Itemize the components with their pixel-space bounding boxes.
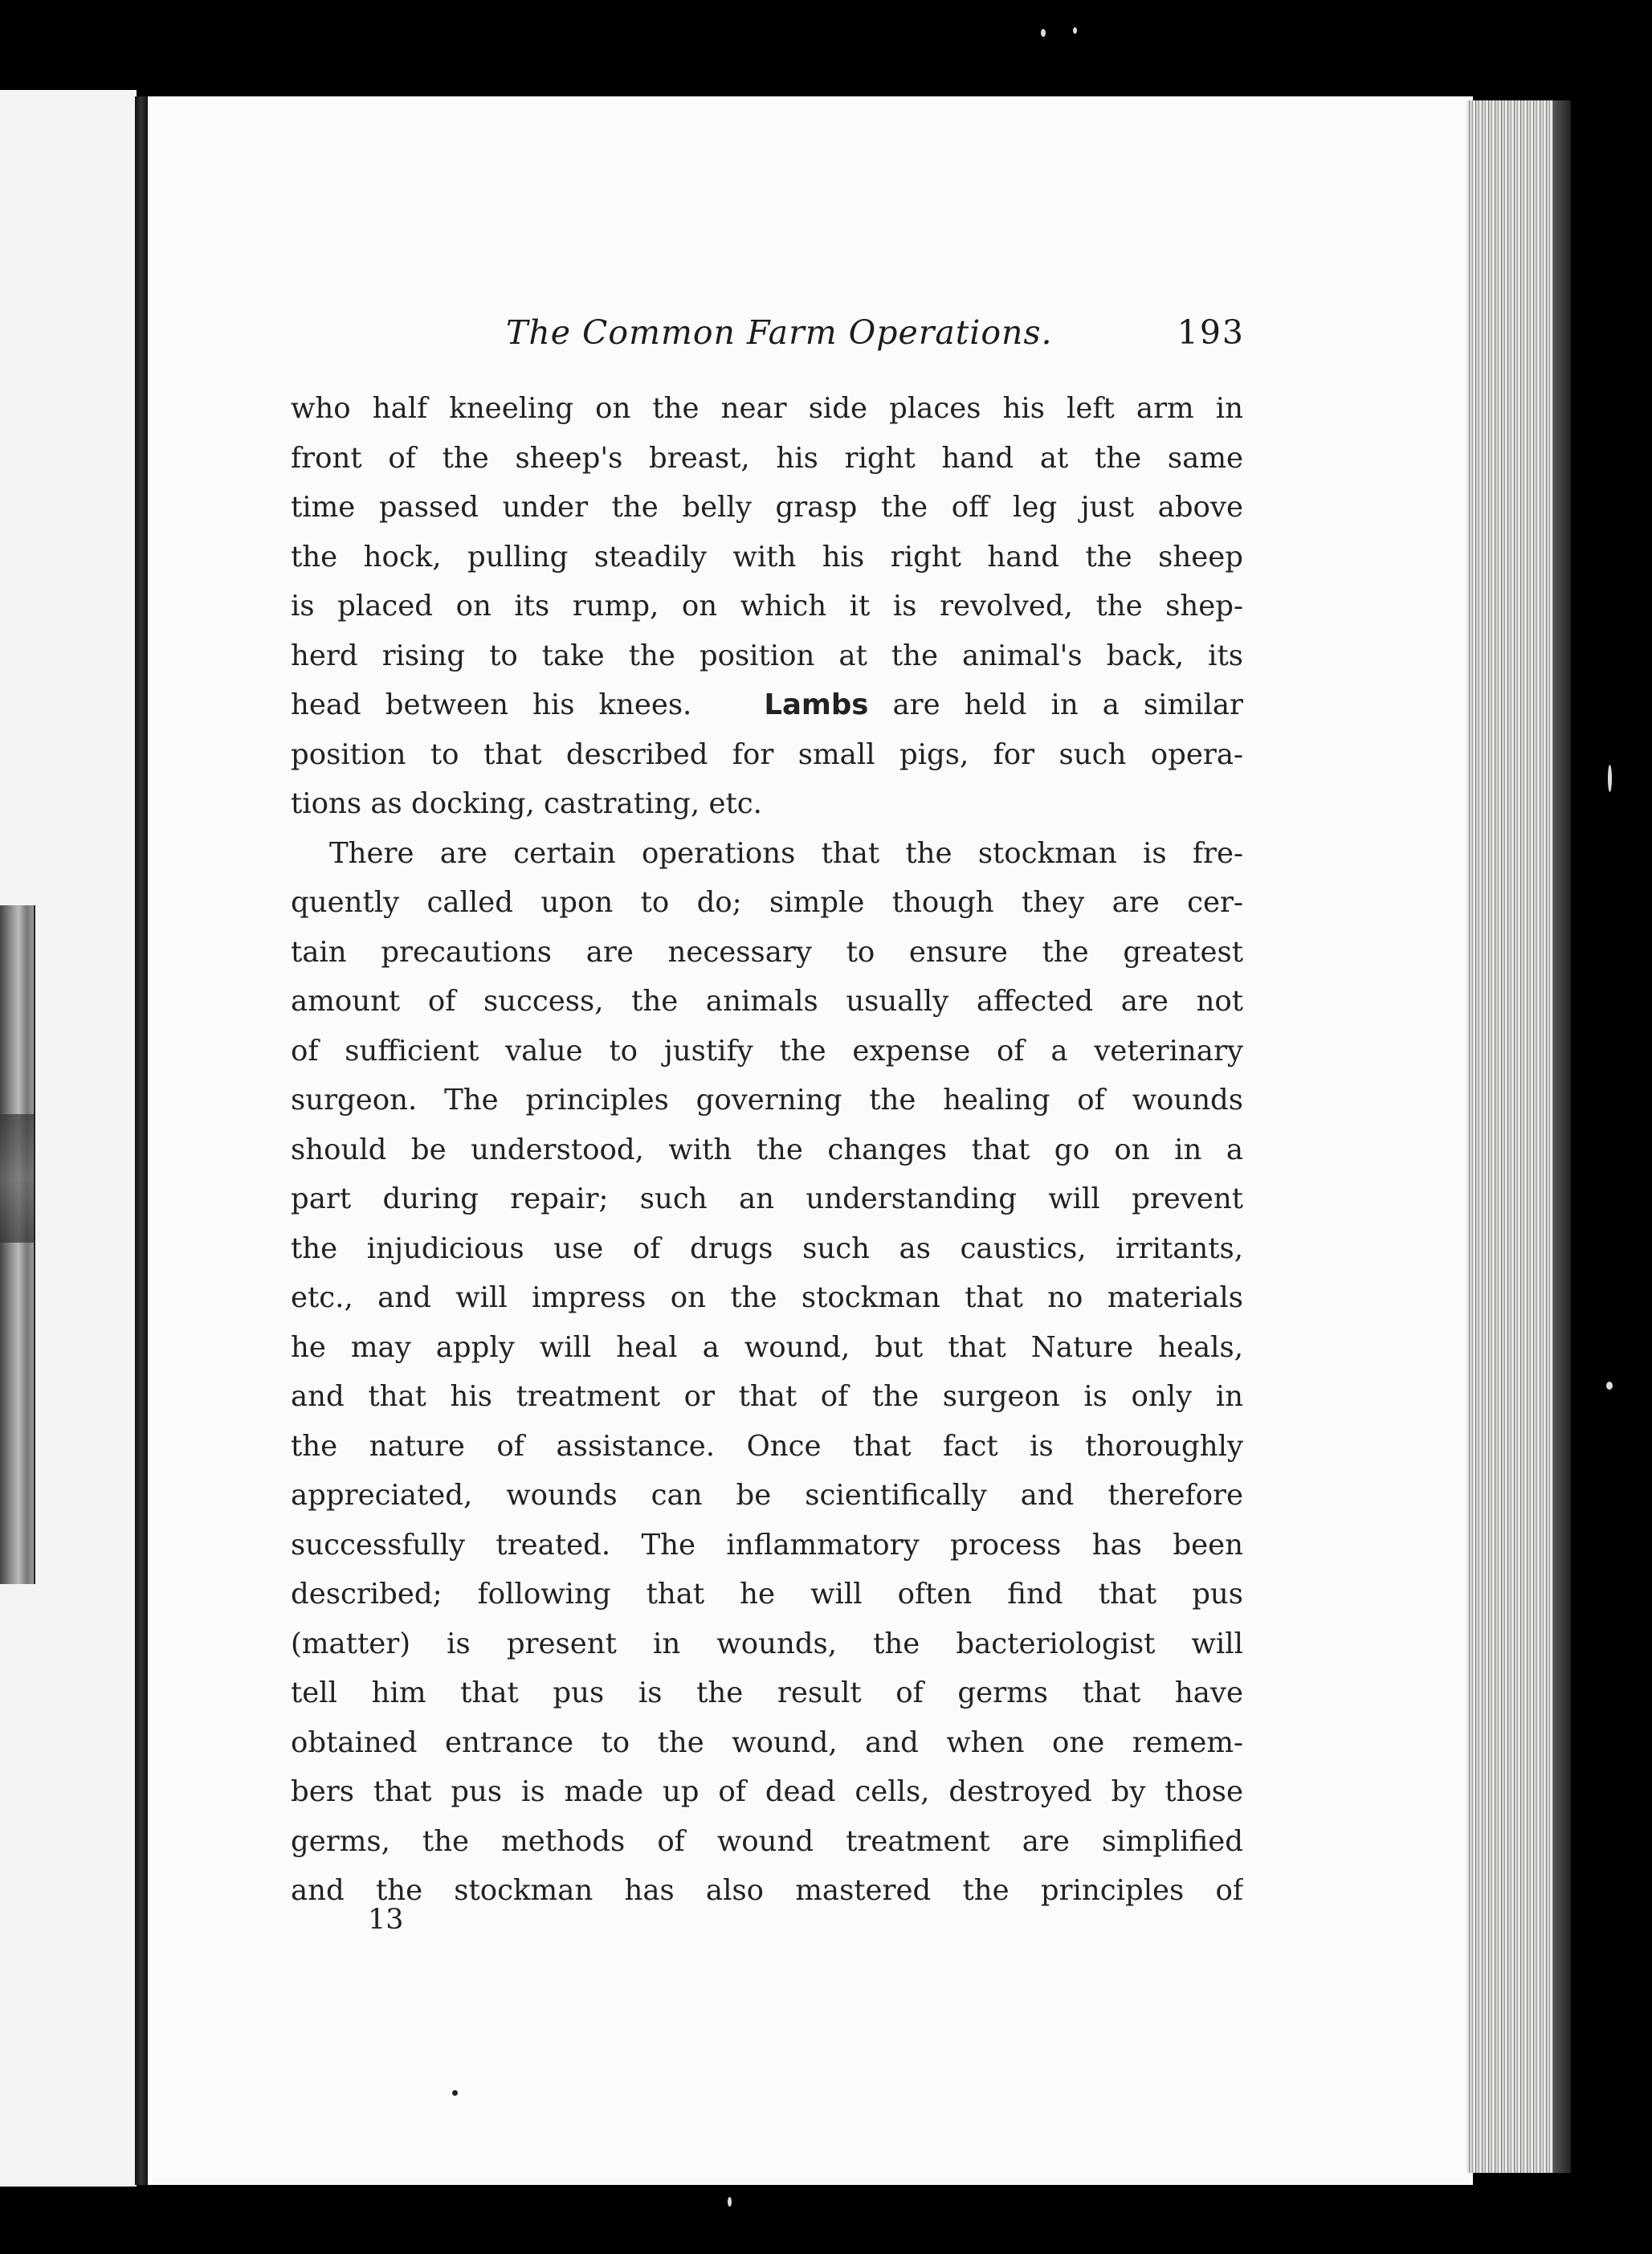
running-head xyxy=(506,313,1245,352)
previous-page-photograph xyxy=(0,905,35,1584)
text-line: part during repair; such an understanding will prevent xyxy=(291,1182,1243,1215)
text-line: the hock, pulling steadily with his right hand the sheep xyxy=(291,540,1243,574)
text-line: There are certain operations that the stockman is fre- xyxy=(329,836,1243,870)
text-line: bers that pus is made up of dead cells, destroyed by those xyxy=(291,1775,1243,1808)
text-line: the injudicious use of drugs such as caustics, irritants, xyxy=(291,1231,1243,1265)
text-line: successfully treated. The inflammatory process has been xyxy=(291,1528,1243,1562)
text-line: of sufficient value to justify the expense of a veterinary xyxy=(291,1034,1243,1068)
dust-speck xyxy=(452,2090,458,2096)
page-number: 193 xyxy=(1177,313,1245,352)
text-line: he may apply will heal a wound, but that Nature heals, xyxy=(291,1330,1243,1364)
book-gutter xyxy=(135,96,148,2185)
text-line: described; following that he will often find that pus xyxy=(291,1578,1243,1611)
text-line: obtained entrance to the wound, and when one remem- xyxy=(291,1725,1243,1759)
text-line: germs, the methods of wound treatment are simplified xyxy=(291,1824,1243,1858)
text-line: etc., and will impress on the stockman that no materials xyxy=(291,1281,1243,1314)
text-line: front of the sheep's breast, his right hand at the same xyxy=(291,441,1243,475)
text-line: the nature of assistance. Once that fact is thoroughly xyxy=(291,1429,1243,1463)
dust-speck xyxy=(1041,29,1046,37)
text-line: who half kneeling on the near side places his left arm in xyxy=(291,392,1243,425)
text-line: should be understood, with the changes that go on in a xyxy=(291,1133,1243,1166)
text-line: position to that described for small pigs, for such opera- xyxy=(291,737,1243,771)
text-line: amount of success, the animals usually affected are not xyxy=(291,985,1243,1018)
signature-mark: 13 xyxy=(368,1904,404,1936)
text-line: tain precautions are necessary to ensure the greatest xyxy=(291,935,1243,969)
dust-speck xyxy=(1608,765,1612,792)
text-line: surgeon. The principles governing the healing of wounds xyxy=(291,1084,1243,1117)
text-line: herd rising to take the position at the animal's back, its xyxy=(291,639,1243,672)
text-line: time passed under the belly grasp the off leg just above xyxy=(291,491,1243,524)
text-line: and that his treatment or that of the surgeon is only in xyxy=(291,1380,1243,1413)
text-line: tell him that pus is the result of germs that have xyxy=(291,1676,1243,1709)
text-line-start: head between his knees. xyxy=(291,688,692,721)
body-text xyxy=(291,384,1243,1916)
running-title: The Common Farm Operations. xyxy=(506,313,1053,352)
text-line: is placed on its rump, on which it is revolved, the shep- xyxy=(291,590,1243,623)
dust-speck xyxy=(1073,27,1077,34)
text-line: appreciated, wounds can be scientifically and therefore xyxy=(291,1479,1243,1512)
text-line: tions as docking, castrating, etc. xyxy=(291,787,762,820)
previous-page-edge xyxy=(0,90,137,2187)
text-line: quently called upon to do; simple though they are cer- xyxy=(291,886,1243,919)
bold-term-lambs: Lambs xyxy=(764,688,869,721)
text-line-end: are held in a similar xyxy=(892,688,1243,721)
dust-speck xyxy=(1606,1382,1613,1390)
text-line-with-bold xyxy=(291,680,1243,730)
page-edges xyxy=(1466,100,1571,2173)
text-line: and the stockman has also mastered the principles of xyxy=(291,1874,1243,1907)
dust-speck xyxy=(728,2197,732,2207)
text-line: (matter) is present in wounds, the bacteriologist will xyxy=(291,1627,1243,1660)
